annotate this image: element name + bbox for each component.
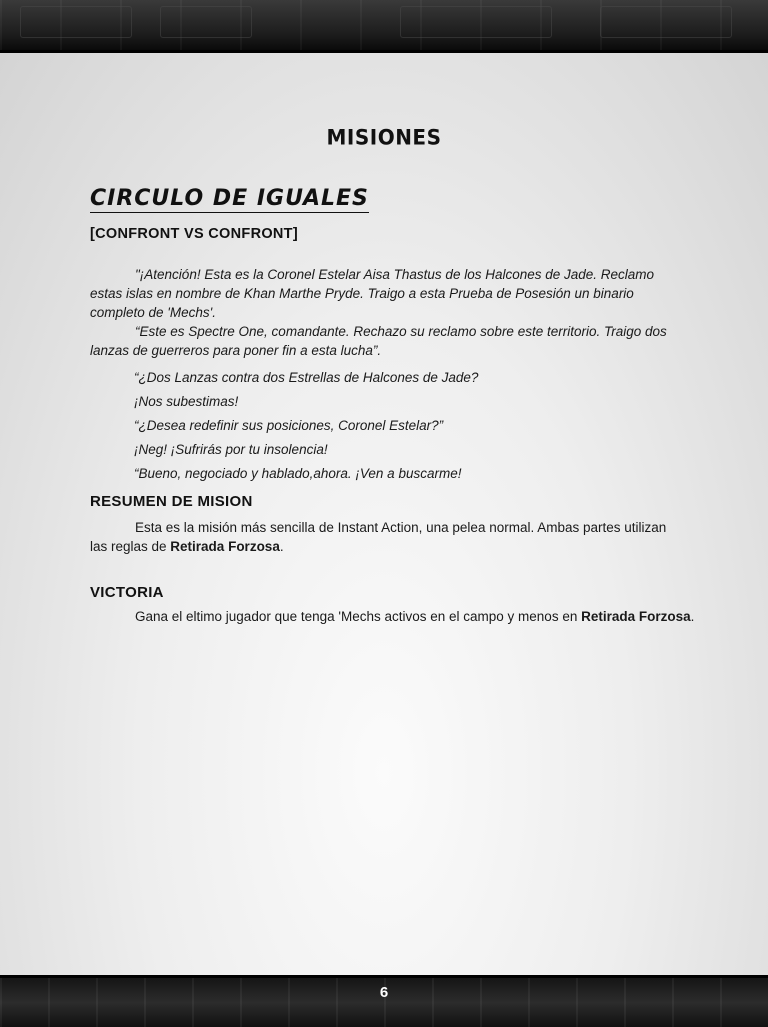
- dialogue-line: “Bueno, negociado y hablado,ahora. ¡Ven a buscarme!: [134, 466, 462, 481]
- mission-subtitle: [CONFRONT VS CONFRONT]: [90, 226, 298, 242]
- bottom-decorative-band: [0, 975, 768, 1027]
- victory-bold-term: Retirada Forzosa: [581, 609, 691, 624]
- intro-paragraph: "¡Atención! Esta es la Coronel Estelar Aisa Thastus de los Halcones de Jade. Reclamo estas islas en nombre de Khan Marthe Pryde. Traigo a esta Prueba de Posesión un binario completo de 'Mechs'.: [90, 267, 655, 320]
- intro-text: [90, 265, 670, 360]
- dialogue-list: [134, 366, 694, 486]
- summary-heading: RESUMEN DE MISION: [90, 493, 253, 510]
- victory-text-part: Gana el eltimo jugador que tenga 'Mechs activos en el campo y menos en: [135, 609, 582, 624]
- dialogue-line: ¡Neg! ¡Sufrirás por tu insolencia!: [134, 442, 328, 457]
- victory-heading: VICTORIA: [90, 584, 164, 601]
- top-band-plate: [160, 6, 252, 38]
- dialogue-line: ¡Nos subestimas!: [134, 394, 239, 409]
- mission-title: CIRCULO DE IGUALES: [90, 186, 369, 211]
- summary-text-part: Esta es la misión más sencilla de Instant Action, una pelea normal. Ambas partes utilizan las reglas de: [90, 520, 667, 554]
- top-band-plate: [600, 6, 732, 38]
- summary-text-end: .: [279, 539, 284, 554]
- summary-text: [90, 518, 670, 556]
- intro-paragraph: “Este es Spectre One, comandante. Rechazo su reclamo sobre este territorio. Traigo dos lanzas de guerreros para poner fin a esta lucha”.: [90, 324, 667, 358]
- top-band-plate: [400, 6, 552, 38]
- victory-text-end: .: [690, 609, 695, 624]
- page-section-title: MISIONES: [326, 124, 442, 150]
- dialogue-line: “¿Desea redefinir sus posiciones, Coronel Estelar?”: [134, 418, 444, 433]
- top-decorative-band: [0, 0, 768, 53]
- page-number: 6: [379, 984, 389, 1001]
- page-body: [0, 53, 768, 975]
- top-band-plate: [20, 6, 132, 38]
- summary-bold-term: Retirada Forzosa: [170, 539, 280, 554]
- victory-text: [90, 607, 730, 626]
- dialogue-line: “¿Dos Lanzas contra dos Estrellas de Halcones de Jade?: [134, 370, 479, 385]
